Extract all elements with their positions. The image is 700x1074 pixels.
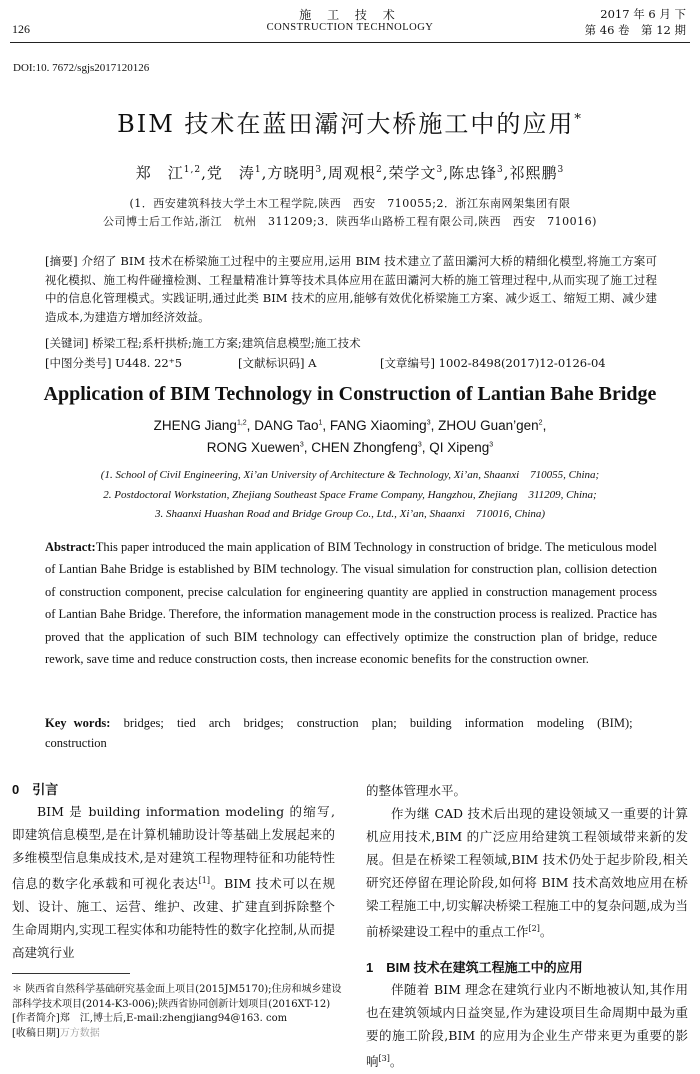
author-en: ZHOU Guan’gen bbox=[438, 418, 539, 433]
author-en: FANG Xiaoming bbox=[329, 418, 427, 433]
author-cn: 周观根 bbox=[327, 164, 376, 182]
paragraph-text: 。 bbox=[539, 924, 553, 940]
author-footnote bbox=[12, 1012, 342, 1027]
author-en: CHEN Zhongfeng bbox=[311, 440, 418, 455]
keywords-en-label: Key words: bbox=[45, 716, 111, 730]
author-cn: 荣学文 bbox=[388, 164, 437, 182]
title-en: Application of BIM Technology in Construction of Lantian Bahe Bridge bbox=[43, 383, 657, 405]
article-number-label: [文章编号] bbox=[380, 356, 435, 370]
abstract-en-text: This paper introduced the main application of BIM Technology in construction of bridge. The meticulous model of Lantian Bahe Bridge is established by BIM technology. The visual simulation for construction plan, collision detection of construction component, precise calculation for engineering quantity are applied in construction management process of Lantian Bahe Bridge. Therefore, the information management mode in the construction process is realized. Practice has proved that the application of such BIM technology can effectively optimize the construction plan of bridge, reduce rework, save time and reduce construction costs, then increase economic benefits for the construction owner. bbox=[45, 540, 657, 667]
author-cn: 党 涛 bbox=[206, 164, 255, 182]
classification-label: [中图分类号] bbox=[45, 356, 112, 370]
author-en: ZHENG Jiang bbox=[153, 418, 237, 433]
author-cn-sup: 3 bbox=[315, 165, 323, 175]
author-en-sup: 1,2 bbox=[236, 419, 247, 427]
article-number bbox=[380, 355, 606, 371]
keywords-cn bbox=[45, 335, 657, 351]
classification-number bbox=[45, 355, 182, 371]
paragraph-text: 。BIM 技术可以在规划、设计、施工、运营、维护、改建、扩建直到拆除整个生命周期内,实现工程实体和功能特性的数字化控制,从而提高建筑行业 bbox=[12, 876, 335, 961]
received-footnote-label: [收稿日期] bbox=[12, 1027, 60, 1039]
author-cn: 方晓明 bbox=[267, 164, 316, 182]
author-cn-sup: 3 bbox=[497, 165, 504, 175]
paragraph-text: 作为继 CAD 技术后出现的建设领域又一重要的计算机应用技术,BIM 的广泛应用给建筑工程领域带来新的发展。但是在桥梁工程领域,BIM 技术仍处于起步阶段,相关研究还停留在理论阶段,如何将 BIM 技术高效地应用在桥梁工程施工中,切实解决桥梁工程施工中的复杂问题,成为当前桥梁建设工程中的重点工作 bbox=[366, 806, 688, 940]
paragraph bbox=[366, 802, 688, 943]
abstract-cn-label: [摘要] bbox=[45, 254, 78, 268]
paragraph-continued: 的整体管理水平。 bbox=[366, 783, 467, 798]
classification-value: U448. 22⁺5 bbox=[115, 356, 183, 370]
author-cn-sup: 3 bbox=[436, 165, 444, 175]
authors-cn: 郑 江$^{1,2}$,党 涛$^1$,方晓明$^3$,周观根$^2$,荣学文$^3$,陈忠锋$^3$,祁熙鹏$^3$ bbox=[135, 164, 565, 182]
watermark: 万方数据 bbox=[59, 1027, 100, 1039]
abstract-cn-text: 介绍了 BIM 技术在桥梁施工过程中的主要应用,运用 BIM 技术建立了蓝田灞河大桥的精细化模型,将施工方案可视化模拟、施工构件碰撞检测、工程量精准计算等技术具体应用在蓝田灞河大桥的施工管理过程中,从而实现了施工过程中的信息化管理模式。实践证明,通过此类 BIM 技术的应用,能够有效优化桥梁施工方案、减少返工、缩短工期、减少建造成本,为建造方增加经济效益。 bbox=[45, 254, 657, 325]
title-cn bbox=[0, 104, 700, 139]
affiliation-en-1: (1. School of Civil Engineering, Xi’an University of Architecture & Technology, Xi’an, Shaanxi 710055, China; bbox=[100, 469, 600, 481]
affiliation-en-2: 2. Postdoctoral Workstation, Zhejiang Southeast Space Frame Company, Hangzhou, Zhejiang 311209, China; bbox=[103, 489, 597, 501]
author-cn: 郑 江 bbox=[135, 164, 184, 182]
page-number: 126 bbox=[12, 22, 30, 36]
citation-ref: [2] bbox=[528, 924, 540, 933]
author-en-sup: 3 bbox=[489, 441, 494, 449]
received-footnote bbox=[12, 1027, 342, 1042]
footnotes bbox=[12, 983, 342, 1041]
keywords-cn-text: 桥梁工程;系杆拱桥;施工方案;建筑信息模型;施工技术 bbox=[92, 336, 361, 350]
author-en-sup: 3 bbox=[426, 419, 431, 427]
author-en: RONG Xuewen bbox=[206, 440, 300, 455]
affiliation-cn-line2: 公司博士后工作站,浙江 杭州 311209;3．陕西华山路桥工程有限公司,陕西 西安 710016) bbox=[103, 215, 597, 228]
abstract-cn bbox=[45, 252, 657, 327]
author-footnote-label: [作者简介] bbox=[12, 1013, 60, 1024]
affiliation-cn-line1: (1．西安建筑科技大学土木工程学院,陕西 西安 710055;2．浙江东南网架集团有限 bbox=[129, 197, 571, 210]
author-en: QI Xipeng bbox=[429, 440, 490, 455]
authors-en-line2: RONG Xuewen$^3$, CHEN Zhongfeng$^3$, QI Xipeng$^3$ bbox=[206, 440, 494, 455]
document-code-label: [文献标识码] bbox=[238, 356, 305, 370]
author-en-sup: 3 bbox=[417, 441, 422, 449]
issue-date: 2017 年 6 月 下 bbox=[600, 7, 686, 21]
author-en-sup: 2 bbox=[538, 419, 543, 427]
author-en-sup: 1 bbox=[318, 419, 323, 427]
article-number-value: 1002-8498(2017)12-0126-04 bbox=[438, 356, 606, 370]
funding-footnote: ＊ 陕西省自然科学基础研究基金面上项目(2015JM5170);住房和城乡建设部科学技术项目(2014-K3-006);陕西省协同创新计划项目(2016XT-12) bbox=[12, 984, 342, 1010]
section-1-heading: 1 BIM 技术在建筑工程施工中的应用 bbox=[366, 960, 583, 975]
title-footnote-mark: * bbox=[574, 112, 583, 127]
document-code bbox=[238, 355, 316, 371]
journal-title-en: CONSTRUCTION TECHNOLOGY bbox=[266, 22, 434, 33]
keywords-en-text: bridges; tied arch bridges; construction plan; building information modeling (BIM); construction bbox=[45, 716, 633, 750]
citation-ref: [3] bbox=[378, 1054, 390, 1063]
title-cn-text: BIM 技术在蓝田灞河大桥施工中的应用 bbox=[117, 110, 575, 138]
author-cn-sup: 1,2 bbox=[183, 165, 202, 175]
author-en-sup: 3 bbox=[299, 441, 304, 449]
footnote-divider bbox=[12, 973, 130, 974]
section-0-heading: 0 引言 bbox=[12, 782, 59, 797]
right-column bbox=[366, 779, 688, 943]
paragraph-text: BIM 是 building information modeling 的缩写,即建筑信息模型,是在计算机辅助设计等基础上发展起来的多维模型信息集成技术,是对建筑工程物理特征和功能特性信息的数字化承载和可视化表达 bbox=[12, 804, 335, 892]
document-code-value: A bbox=[308, 356, 317, 370]
section-0-paragraph bbox=[12, 800, 335, 964]
section-1-paragraph bbox=[366, 978, 688, 1073]
header-divider bbox=[10, 42, 690, 43]
volume-issue: 第 46 卷 第 12 期 bbox=[584, 23, 686, 37]
author-footnote-text: 郑 江,博士后,E-mail:zhengjiang94@163. com bbox=[59, 1013, 288, 1024]
paragraph-text: 伴随着 BIM 理念在建筑行业内不断地被认知,其作用也在建筑领域内日益突显,作为建设项目生命周期中最为重要的施工阶段,BIM 的应用为企业生产带来更为重要的影响 bbox=[366, 982, 688, 1070]
author-cn-sup: 3 bbox=[557, 165, 565, 175]
author-cn-sup: 1 bbox=[254, 165, 262, 175]
author-cn: 陈忠锋 bbox=[448, 164, 497, 182]
doi: DOI:10. 7672/sgjs2017120126 bbox=[13, 62, 150, 74]
abstract-en bbox=[45, 536, 657, 670]
paragraph-text: 。 bbox=[389, 1054, 403, 1070]
keywords-en bbox=[45, 713, 657, 753]
keywords-cn-label: [关键词] bbox=[45, 336, 89, 350]
author-en: DANG Tao bbox=[254, 418, 319, 433]
abstract-en-label: Abstract: bbox=[45, 540, 96, 554]
citation-ref: [1] bbox=[198, 876, 210, 885]
affiliation-en-3: 3. Shaanxi Huashan Road and Bridge Group Co., Ltd., Xi’an, Shaanxi 710016, China) bbox=[154, 508, 546, 520]
author-cn: 祁熙鹏 bbox=[509, 164, 558, 182]
authors-en-line1: ZHENG Jiang$^{1,2}$, DANG Tao$^1$, FANG Xiaoming$^3$, ZHOU Guan’gen$^2$, bbox=[153, 418, 547, 433]
author-cn-sup: 2 bbox=[375, 165, 383, 175]
journal-title-cn: 施 工 技 术 bbox=[299, 8, 401, 22]
